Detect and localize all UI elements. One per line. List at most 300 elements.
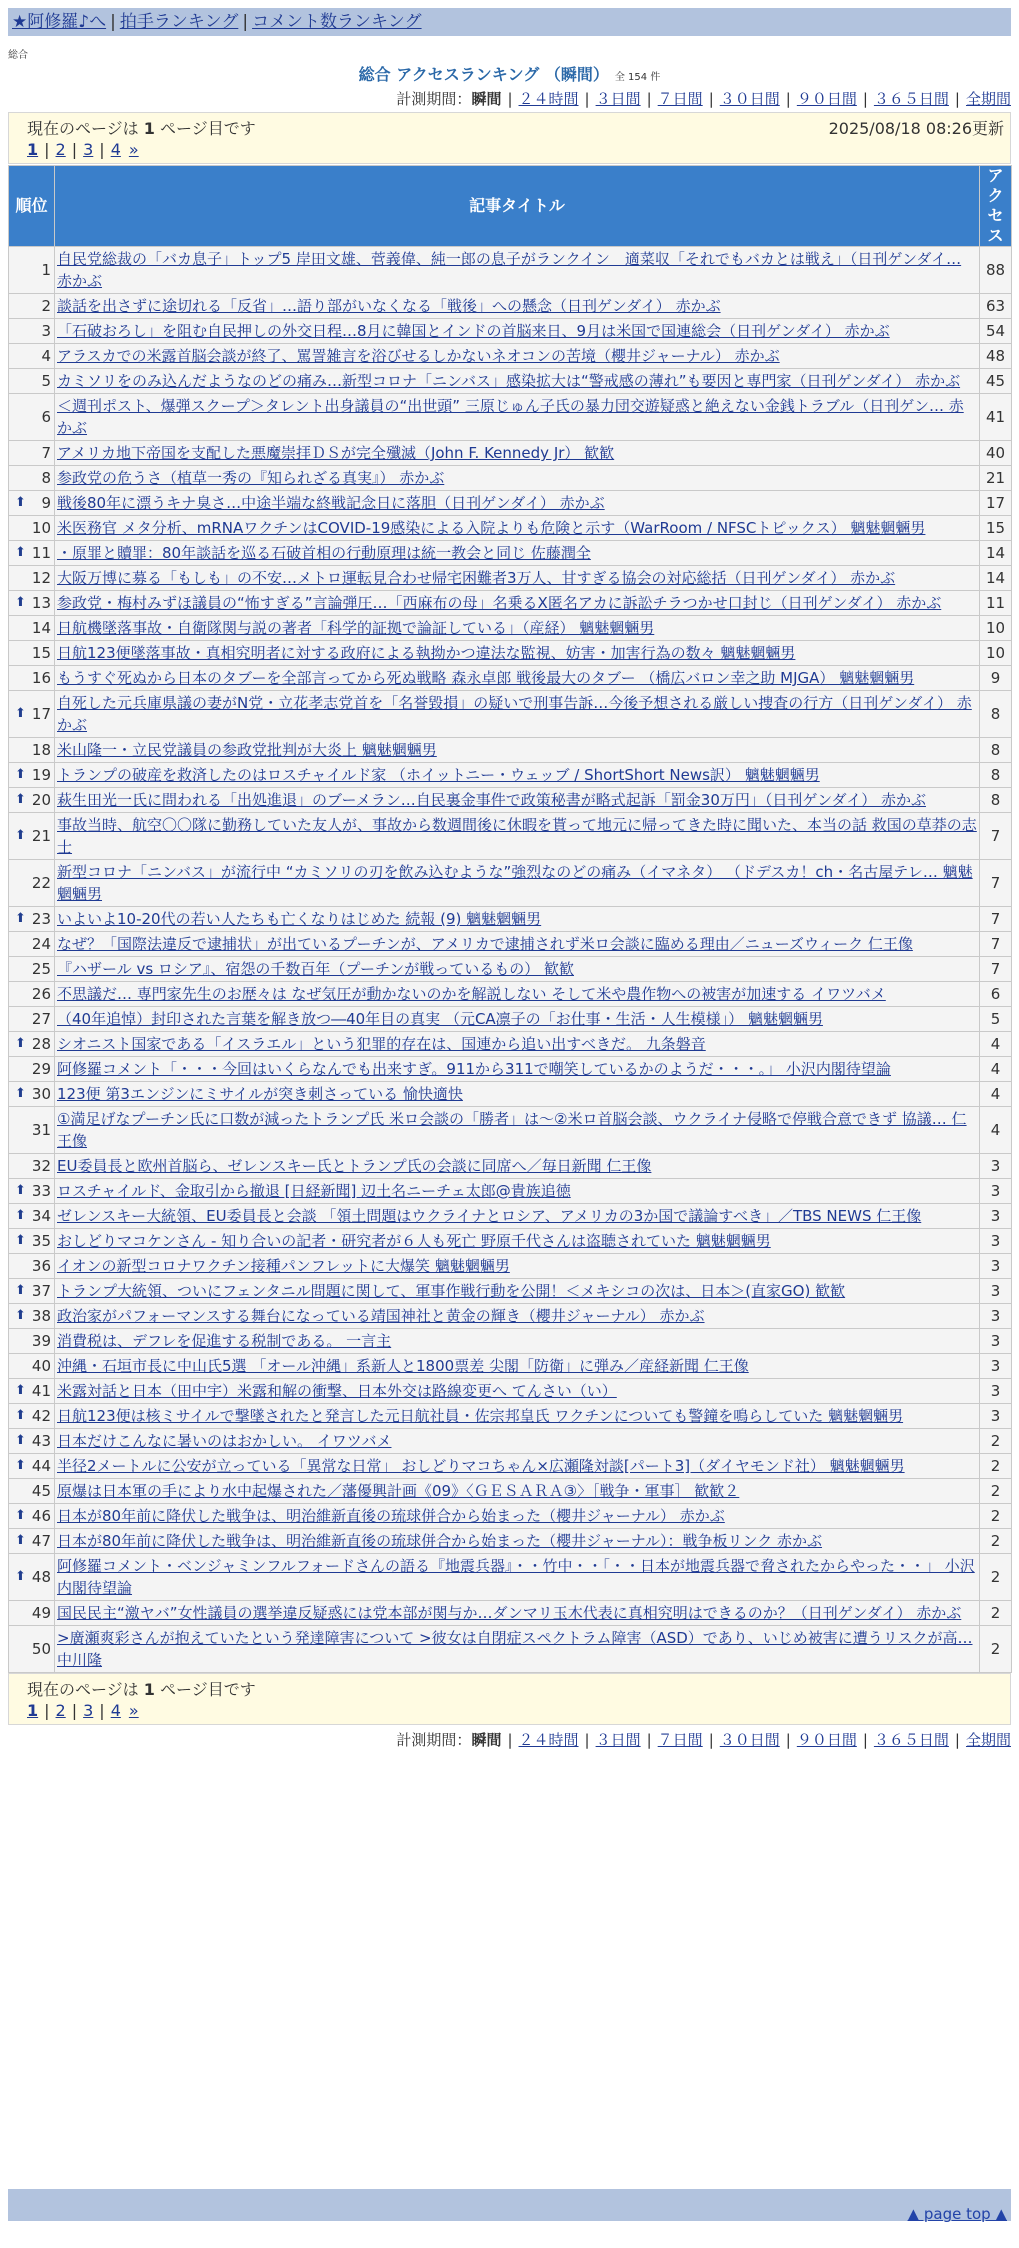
table-row [9, 813, 1012, 860]
access-count: 5 [980, 1007, 1012, 1032]
rank-number: 28 [31, 1035, 51, 1053]
article-title-link[interactable]: 米山隆一・立民党議員の参政党批判が大炎上 魑魅魍魎男 [57, 741, 437, 759]
article-title-link[interactable]: イオンの新型コロナワクチン接種パンフレットに大爆笑 魑魅魍魎男 [57, 1257, 510, 1275]
table-row [9, 1032, 1012, 1057]
rank-cell [9, 1204, 55, 1229]
rank-cell [9, 394, 55, 441]
separator: | [507, 90, 513, 108]
article-title-link[interactable]: ・原罪と贖罪：80年談話を巡る石破首相の行動原理は統一教会と同じ 佐藤潤全 [57, 544, 591, 562]
title-cell [55, 1354, 980, 1379]
rank-cell [9, 591, 55, 616]
article-title-link[interactable]: 阿修羅コメント「・・・今回はいくらなんでも出来すぎ。911から311で嘲笑しているかのようだ・・・。」 小沢内閣待望論 [57, 1060, 891, 1078]
table-row [9, 1529, 1012, 1554]
article-title-link[interactable]: もうすぐ死ぬから日本のタブーを全部言ってから死ぬ戦略 森永卓郎 戦後最大のタブー （橋広バロン幸之助 MJGA） 魑魅魍魎男 [57, 669, 915, 687]
page-title-text: 総合 アクセスランキング （瞬間） [358, 65, 609, 84]
article-title-link[interactable]: 不思議だ… 専門家先生のお歴々は なぜ気圧が動かないのかを解説しない そして米や農作物への被害が加速する イワツバメ [57, 985, 886, 1003]
article-title-link[interactable]: 沖縄・石垣市長に中山氏5選 「オール沖縄」系新人と1800票差 尖閣「防衛」に弾み／産経新聞 仁王像 [57, 1357, 749, 1375]
title-cell [55, 591, 980, 616]
access-count: 88 [980, 247, 1012, 294]
access-count: 21 [980, 466, 1012, 491]
table-row [9, 541, 1012, 566]
rank-up-arrow-icon: ⬆ [15, 1308, 26, 1323]
table-row [9, 1082, 1012, 1107]
title-cell [55, 957, 980, 982]
article-title-link[interactable]: ロスチャイルド、金取引から撤退 [日経新聞] 辺土名ニーチェ太郎@貴族追徳 [57, 1182, 571, 1200]
article-title-link[interactable]: なぜ？「国際法違反で逮捕状」が出ているプーチンが、アメリカで逮捕されず米ロ会談に臨める理由／ニューズウィーク 仁王像 [57, 935, 913, 953]
table-row [9, 1329, 1012, 1354]
title-cell [55, 1601, 980, 1626]
access-header: アクセス [980, 166, 1012, 247]
article-title-link[interactable]: 日航123便墜落事故・真相究明者に対する政府による執拗かつ違法な監視、妨害・加害行為の数々 魑魅魍魎男 [57, 644, 796, 662]
access-count: 3 [980, 1254, 1012, 1279]
table-row [9, 491, 1012, 516]
footer-bar [8, 2189, 1011, 2221]
rank-up-arrow-icon: ⬆ [15, 1183, 26, 1198]
rank-number: 33 [31, 1182, 51, 1200]
rank-number: 1 [41, 261, 51, 279]
rank-number: 48 [31, 1568, 51, 1586]
article-title-link[interactable]: 日航機墜落事故・自衛隊関与説の著者「科学的証拠で論証している」（産経） 魑魅魍魎男 [57, 619, 655, 637]
article-title-link[interactable]: 参政党・梅村みずほ議員の“怖すぎる”言論弾圧…「西麻布の母」名乗るX匿名アカに訴訟チラつかせ口封じ（日刊ゲンダイ） 赤かぶ [57, 594, 942, 612]
rank-cell [9, 738, 55, 763]
rank-cell [9, 1154, 55, 1179]
rank-up-arrow-icon: ⬆ [15, 1208, 26, 1223]
table-row [9, 394, 1012, 441]
title-cell [55, 566, 980, 591]
title-cell [55, 666, 980, 691]
article-title-link[interactable]: おしどりマコケンさん - 知り合いの記者・研究者が６人も死亡 野原千代さんは盗聴されていた 魑魅魍魎男 [57, 1232, 771, 1250]
table-row [9, 982, 1012, 1007]
access-count: 11 [980, 591, 1012, 616]
title-cell [55, 1007, 980, 1032]
rank-number: 9 [41, 494, 51, 512]
rank-number: 38 [31, 1307, 51, 1325]
rank-number: 42 [31, 1407, 51, 1425]
article-title-link[interactable]: 自死した元兵庫県議の妻がN党・立花孝志党首を「名誉毀損」の疑いで刑事告訴…今後予想される厳しい捜査の行方（日刊ゲンダイ） 赤かぶ [57, 694, 972, 734]
article-title-link[interactable]: アメリカ地下帝国を支配した悪魔崇拝ＤＳが完全殲滅（John F. Kennedy Jr） 歓歓 [57, 444, 615, 462]
rank-up-arrow-icon: ⬆ [15, 1458, 26, 1473]
article-title-link[interactable]: 日本だけこんなに暑いのはおかしい。 イワツバメ [57, 1432, 392, 1450]
rank-up-arrow-icon: ⬆ [15, 1283, 26, 1298]
access-count: 48 [980, 344, 1012, 369]
pager-current[interactable]: 1 [27, 1701, 39, 1720]
rank-number: 20 [31, 791, 51, 809]
article-title-link[interactable]: いよいよ10-20代の若い人たちも亡くなりはじめた 続報 (9) 魑魅魍魎男 [57, 910, 542, 928]
table-row [9, 1179, 1012, 1204]
title-cell [55, 441, 980, 466]
access-count: 4 [980, 1107, 1012, 1154]
period-link[interactable]: ９０日間 [796, 1731, 857, 1749]
article-title-link[interactable]: EU委員長と欧州首脳ら、ゼレンスキー氏とトランプ氏の会談に同席へ／毎日新聞 仁王像 [57, 1157, 652, 1175]
title-cell [55, 932, 980, 957]
title-cell [55, 541, 980, 566]
table-row [9, 1504, 1012, 1529]
rank-number: 21 [31, 827, 51, 845]
article-title-link[interactable]: 戦後80年に漂うキナ臭さ…中途半端な終戦記念日に落胆（日刊ゲンダイ） 赤かぶ [57, 494, 605, 512]
comment-ranking-link[interactable]: コメント数ランキング [252, 12, 422, 32]
title-cell [55, 1254, 980, 1279]
table-row [9, 466, 1012, 491]
article-title-link[interactable]: 日本が80年前に降伏した戦争は、明治維新直後の琉球併合から始まった（櫻井ジャーナル）：戦争板リンク 赤かぶ [57, 1532, 823, 1550]
rank-cell [9, 932, 55, 957]
table-row [9, 1304, 1012, 1329]
access-count: 3 [980, 1404, 1012, 1429]
access-count: 7 [980, 907, 1012, 932]
rank-cell [9, 247, 55, 294]
title-header: 記事タイトル [55, 166, 980, 247]
rank-number: 13 [31, 594, 51, 612]
rank-number: 4 [41, 347, 51, 365]
table-row [9, 763, 1012, 788]
rank-up-arrow-icon: ⬆ [15, 1086, 26, 1101]
period-link[interactable]: ２４時間 [518, 90, 579, 108]
rank-number: 36 [31, 1257, 51, 1275]
table-row [9, 1229, 1012, 1254]
title-cell [55, 1454, 980, 1479]
pager-next-link[interactable]: » [128, 140, 139, 159]
access-count: 17 [980, 491, 1012, 516]
table-row [9, 738, 1012, 763]
article-title-link[interactable]: （40年追悼）封印された言葉を解き放つ―40年目の真実 （元CA凛子の「お仕事・生活・人生模様」） 魑魅魍魎男 [57, 1010, 823, 1028]
article-title-link[interactable]: 原爆は日本軍の手により水中起爆された／藩優興計画《09》〈ＧＥＳＡＲＡ③〉［戦争・軍事］ 歓歓２ [57, 1482, 740, 1500]
rank-cell [9, 1179, 55, 1204]
table-row [9, 641, 1012, 666]
title-cell [55, 394, 980, 441]
rank-number: 24 [31, 935, 51, 953]
period-label: 計測期間： [396, 90, 472, 108]
title-cell [55, 616, 980, 641]
rank-number: 40 [31, 1357, 51, 1375]
article-title-link[interactable]: 参政党の危うさ（植草一秀の『知られざる真実』） 赤かぶ [57, 469, 445, 487]
access-count: 2 [980, 1479, 1012, 1504]
article-title-link[interactable]: 阿修羅コメント・ベンジャミンフルフォードさんの語る『地震兵器』・・竹中・・「・・日本が地震兵器で脅されたからやった・・」 小沢内閣待望論 [57, 1557, 975, 1597]
rank-cell [9, 344, 55, 369]
rank-cell [9, 1504, 55, 1529]
access-count: 3 [980, 1379, 1012, 1404]
title-cell [55, 763, 980, 788]
table-row [9, 1626, 1012, 1673]
article-title-link[interactable]: アラスカでの米露首脳会談が終了、罵詈雑言を浴びせるしかないネオコンの苦境（櫻井ジャーナル） 赤かぶ [57, 347, 780, 365]
pager-link[interactable]: 2 [55, 140, 66, 159]
rank-cell [9, 788, 55, 813]
rank-number: 37 [31, 1282, 51, 1300]
article-title-link[interactable]: 自民党総裁の「バカ息子」トップ5 岸田文雄、菅義偉、純一郎の息子がランクイン 適菜収「それでもバカとは戦え」（日刊ゲンダイ… 赤かぶ [57, 250, 962, 290]
article-title-link[interactable]: 消費税は、デフレを促進する税制である。 一言主 [57, 1332, 392, 1350]
title-cell [55, 1229, 980, 1254]
period-link[interactable]: 全期間 [965, 1731, 1011, 1749]
title-cell [55, 1626, 980, 1673]
separator: | [71, 1701, 78, 1720]
article-title-link[interactable]: トランプの破産を救済したのはロスチャイルド家 （ホイットニー・ウェッブ / ShortShort News訳） 魑魅魍魎男 [57, 766, 820, 784]
rank-cell [9, 516, 55, 541]
pager-next-link[interactable]: » [128, 1701, 139, 1720]
title-cell [55, 1429, 980, 1454]
separator: | [99, 140, 105, 159]
rank-number: 6 [41, 408, 51, 426]
page-status-bottom [8, 1673, 1011, 1725]
title-cell [55, 516, 980, 541]
period-link[interactable]: ３６５日間 [873, 90, 949, 108]
title-cell [55, 788, 980, 813]
rank-cell [9, 1479, 55, 1504]
rank-up-arrow-icon: ⬆ [15, 1408, 26, 1423]
rank-cell [9, 1254, 55, 1279]
separator: | [71, 140, 78, 159]
table-row [9, 907, 1012, 932]
access-count: 2 [980, 1601, 1012, 1626]
access-count: 6 [980, 982, 1012, 1007]
article-title-link[interactable]: 新型コロナ「ニンバス」が流行中 “カミソリの刃を飲み込むような”強烈なのどの痛み（イマネタ） （ドデスカ！ch・名古屋テレ… 魑魅魍魎男 [57, 863, 973, 903]
article-title-link[interactable]: 政治家がパフォーマンスする舞台になっている靖国神社と黄金の輝き（櫻井ジャーナル） 赤かぶ [57, 1307, 705, 1325]
pager-link[interactable]: 3 [83, 1701, 94, 1720]
title-cell [55, 294, 980, 319]
article-title-link[interactable]: 半径2メートルに公安が立っている「異常な日常」 おしどりマコちゃん×広瀬隆対談[パート3]（ダイヤモンド社） 魑魅魍魎男 [57, 1457, 905, 1475]
article-title-link[interactable]: 『ハザール vs ロシア』、宿怨の千数百年（プーチンが戦っているもの） 歓歓 [57, 960, 574, 978]
separator: | [708, 1731, 714, 1749]
rank-cell [9, 957, 55, 982]
article-title-link[interactable]: ①満足げなプーチン氏に口数が減ったトランプ氏 米ロ会談の「勝者」は～②米ロ首脳会談、ウクライナ侵略で停戦合意できず 協議… 仁王像 [57, 1110, 967, 1150]
rank-up-arrow-icon: ⬆ [15, 1233, 26, 1248]
separator: | [646, 90, 652, 108]
article-title-link[interactable]: カミソリをのみ込んだようなのどの痛み…新型コロナ「ニンバス」感染拡大は“警戒感の薄れ”も要因と専門家（日刊ゲンダイ） 赤かぶ [57, 372, 961, 390]
rank-number: 23 [31, 910, 51, 928]
rank-number: 43 [31, 1432, 51, 1450]
title-cell [55, 466, 980, 491]
article-title-link[interactable]: >廣瀬爽彩さんが抱えていたという発達障害について >彼女は自閉症スペクトラム障害（ASD）であり、いじめ被害に遭うリスクが高… 中川隆 [57, 1629, 973, 1669]
rank-number: 14 [31, 619, 51, 637]
rank-cell [9, 1379, 55, 1404]
period-selector-top [396, 88, 1011, 109]
rank-up-arrow-icon: ⬆ [15, 706, 26, 721]
title-cell [55, 982, 980, 1007]
period-link[interactable]: ３０日間 [719, 1731, 780, 1749]
article-title-link[interactable]: シオニスト国家である「イスラエル」という犯罪的存在は、国連から追い出すべきだ。 九条磐音 [57, 1035, 706, 1053]
rank-up-arrow-icon: ⬆ [15, 595, 26, 610]
title-cell [55, 344, 980, 369]
rank-number: 31 [31, 1121, 51, 1139]
access-count: 63 [980, 294, 1012, 319]
page-status-text: 現在のページは 1 ページ目です [27, 119, 256, 138]
rank-cell [9, 441, 55, 466]
rank-cell [9, 491, 55, 516]
access-count: 14 [980, 541, 1012, 566]
table-row [9, 344, 1012, 369]
article-title-link[interactable]: 123便 第3エンジンにミサイルが突き刺さっている 愉快適快 [57, 1085, 463, 1103]
rank-number: 30 [31, 1085, 51, 1103]
rank-number: 34 [31, 1207, 51, 1225]
rank-number: 17 [31, 705, 51, 723]
table-row [9, 1601, 1012, 1626]
rank-number: 39 [31, 1332, 51, 1350]
rank-up-arrow-icon: ⬆ [15, 828, 26, 843]
access-count: 3 [980, 1354, 1012, 1379]
table-row [9, 616, 1012, 641]
period-link[interactable]: 全期間 [965, 90, 1011, 108]
rank-cell [9, 1354, 55, 1379]
access-count: 2 [980, 1429, 1012, 1454]
article-title-link[interactable]: 談話を出さずに途切れる「反省」…語り部がいなくなる「戦後」への懸念（日刊ゲンダイ） 赤かぶ [57, 297, 721, 315]
rank-cell [9, 541, 55, 566]
access-count: 3 [980, 1304, 1012, 1329]
article-title-link[interactable]: 萩生田光一氏に問われる「出処進退」のブーメラン…自民裏金事件で政策秘書が略式起訴「罰金30万円」（日刊ゲンダイ） 赤かぶ [57, 791, 926, 809]
title-cell [55, 247, 980, 294]
separator: | [44, 1701, 50, 1720]
table-row [9, 666, 1012, 691]
access-count: 4 [980, 1057, 1012, 1082]
separator: | [242, 12, 249, 32]
rank-number: 50 [31, 1640, 51, 1658]
period-link[interactable]: ７日間 [657, 90, 703, 108]
table-row [9, 1204, 1012, 1229]
title-cell [55, 1179, 980, 1204]
access-count: 8 [980, 691, 1012, 738]
rank-number: 16 [31, 669, 51, 687]
period-current: 瞬間 [471, 1731, 502, 1749]
title-cell [55, 1279, 980, 1304]
title-cell [55, 907, 980, 932]
access-count: 7 [980, 813, 1012, 860]
rank-number: 22 [31, 874, 51, 892]
period-link[interactable]: ３０日間 [719, 90, 780, 108]
table-row [9, 591, 1012, 616]
article-title-link[interactable]: 日航123便は核ミサイルで撃墜されたと発言した元日航社員・佐宗邦皇氏 ワクチンについても警鐘を鳴らしていた 魑魅魍魎男 [57, 1407, 904, 1425]
rank-cell [9, 1404, 55, 1429]
rank-number: 45 [31, 1482, 51, 1500]
access-count: 2 [980, 1454, 1012, 1479]
separator: | [785, 1731, 791, 1749]
pager-top [27, 140, 139, 159]
article-title-link[interactable]: 「石破おろし」を阻む自民押しの外交日程…8月に韓国とインドの首脳来日、9月は米国で国連総会（日刊ゲンダイ） 赤かぶ [57, 322, 890, 340]
rank-cell [9, 319, 55, 344]
rank-cell [9, 616, 55, 641]
rank-number: 10 [31, 519, 51, 537]
title-cell [55, 813, 980, 860]
access-count: 3 [980, 1229, 1012, 1254]
table-row [9, 1154, 1012, 1179]
separator: | [584, 90, 590, 108]
period-link[interactable]: ９０日間 [796, 90, 857, 108]
table-row [9, 319, 1012, 344]
title-cell [55, 1032, 980, 1057]
title-cell [55, 491, 980, 516]
page-top-link[interactable]: ▲ page top ▲ [907, 2205, 1007, 2223]
ranking-table [8, 165, 1012, 1673]
article-title-link[interactable]: 米露対話と日本（田中宇）米露和解の衝撃、日本外交は路線変更へ てんさい（い） [57, 1382, 617, 1400]
article-title-link[interactable]: 国民民主“激ヤバ”女性議員の選挙違反疑惑には党本部が関与か…ダンマリ玉木代表に真相究明はできるのか？（日刊ゲンダイ） 赤かぶ [57, 1604, 962, 1622]
period-link[interactable]: ３日間 [595, 90, 641, 108]
article-title-link[interactable]: トランプ大統領、ついにフェンタニル問題に関して、軍事作戦行動を公開！＜メキシコの次は、日本＞(直家GO) 歓歓 [57, 1282, 846, 1300]
rank-number: 2 [41, 297, 51, 315]
pager-link[interactable]: 3 [83, 140, 94, 159]
pager-link[interactable]: 2 [55, 1701, 66, 1720]
title-cell [55, 1304, 980, 1329]
period-link[interactable]: ２４時間 [518, 1731, 579, 1749]
article-title-link[interactable]: 事故当時、航空〇〇隊に勤務していた友人が、事故から数週間後に休暇を貰って地元に帰ってきた時に聞いた、本当の話 救国の草莽の志士 [57, 816, 977, 856]
rank-up-arrow-icon: ⬆ [15, 792, 26, 807]
table-row [9, 247, 1012, 294]
title-cell [55, 1404, 980, 1429]
table-row [9, 1007, 1012, 1032]
rank-up-arrow-icon: ⬆ [15, 1433, 26, 1448]
table-header-row [9, 166, 1012, 247]
access-count: 54 [980, 319, 1012, 344]
rank-up-arrow-icon: ⬆ [15, 1569, 26, 1584]
rank-up-arrow-icon: ⬆ [15, 1508, 26, 1523]
rank-cell [9, 1429, 55, 1454]
table-row [9, 1454, 1012, 1479]
title-cell [55, 1329, 980, 1354]
table-row [9, 691, 1012, 738]
table-row [9, 957, 1012, 982]
access-count: 3 [980, 1329, 1012, 1354]
title-cell [55, 1082, 980, 1107]
access-count: 8 [980, 788, 1012, 813]
rank-number: 46 [31, 1507, 51, 1525]
article-title-link[interactable]: 大阪万博に募る「もしも」の不安…メトロ運転見合わせ帰宅困難者3万人、甘すぎる協会の対応総括（日刊ゲンダイ） 赤かぶ [57, 569, 896, 587]
current-page-number: 1 [143, 1680, 155, 1699]
top-nav-bar [8, 8, 1011, 36]
rank-cell [9, 691, 55, 738]
separator: | [862, 90, 868, 108]
access-count: 41 [980, 394, 1012, 441]
period-label: 計測期間： [396, 1731, 472, 1749]
title-cell [55, 1154, 980, 1179]
article-title-link[interactable]: ＜週刊ポスト、爆弾スクープ＞タレント出身議員の“出世頭” 三原じゅん子氏の暴力団交遊疑惑と絶えない金銭トラブル（日刊ゲン… 赤かぶ [57, 397, 964, 437]
title-cell [55, 860, 980, 907]
pager-link[interactable]: 4 [110, 140, 121, 159]
asyura-home-link[interactable]: ★阿修羅♪へ [12, 12, 107, 32]
title-cell [55, 1107, 980, 1154]
rank-up-arrow-icon: ⬆ [15, 911, 26, 926]
page-status-text: 現在のページは 1 ページ目です [27, 1680, 256, 1699]
table-row [9, 566, 1012, 591]
access-count: 10 [980, 641, 1012, 666]
title-cell [55, 738, 980, 763]
article-title-link[interactable]: 日本が80年前に降伏した戦争は、明治維新直後の琉球併合から始まった（櫻井ジャーナル） 赤かぶ [57, 1507, 725, 1525]
table-row [9, 932, 1012, 957]
rank-number: 19 [31, 766, 51, 784]
period-selector-bottom [396, 1729, 1011, 1750]
pager-link[interactable]: 4 [110, 1701, 121, 1720]
article-title-link[interactable]: 米医務官 メタ分析、mRNAワクチンはCOVID-19感染による入院よりも危険と示す（WarRoom / NFSCトピックス） 魑魅魍魎男 [57, 519, 926, 537]
separator: | [44, 140, 50, 159]
rank-number: 15 [31, 644, 51, 662]
table-row [9, 1404, 1012, 1429]
article-title-link[interactable]: ゼレンスキー大統領、EU委員長と会談 「領土問題はウクライナとロシア、アメリカの3か国で議論すべき」／TBS NEWS 仁王像 [57, 1207, 922, 1225]
rank-cell [9, 1626, 55, 1673]
period-link[interactable]: ３日間 [595, 1731, 641, 1749]
rank-number: 18 [31, 741, 51, 759]
updated-timestamp: 2025/08/18 08:26更新 [828, 119, 1004, 138]
access-count: 3 [980, 1179, 1012, 1204]
period-link[interactable]: ３６５日間 [873, 1731, 949, 1749]
rank-up-arrow-icon: ⬆ [15, 1036, 26, 1051]
rank-number: 32 [31, 1157, 51, 1175]
rank-cell [9, 982, 55, 1007]
rank-cell [9, 1554, 55, 1601]
rank-number: 47 [31, 1532, 51, 1550]
table-row [9, 1554, 1012, 1601]
table-row [9, 1279, 1012, 1304]
applause-ranking-link[interactable]: 拍手ランキング [119, 12, 239, 32]
pager-current[interactable]: 1 [27, 140, 39, 159]
rank-cell [9, 1107, 55, 1154]
rank-up-arrow-icon: ⬆ [15, 1383, 26, 1398]
total-count: 全 154 件 [614, 72, 661, 83]
access-count: 3 [980, 1204, 1012, 1229]
period-link[interactable]: ７日間 [657, 1731, 703, 1749]
separator: | [862, 1731, 868, 1749]
